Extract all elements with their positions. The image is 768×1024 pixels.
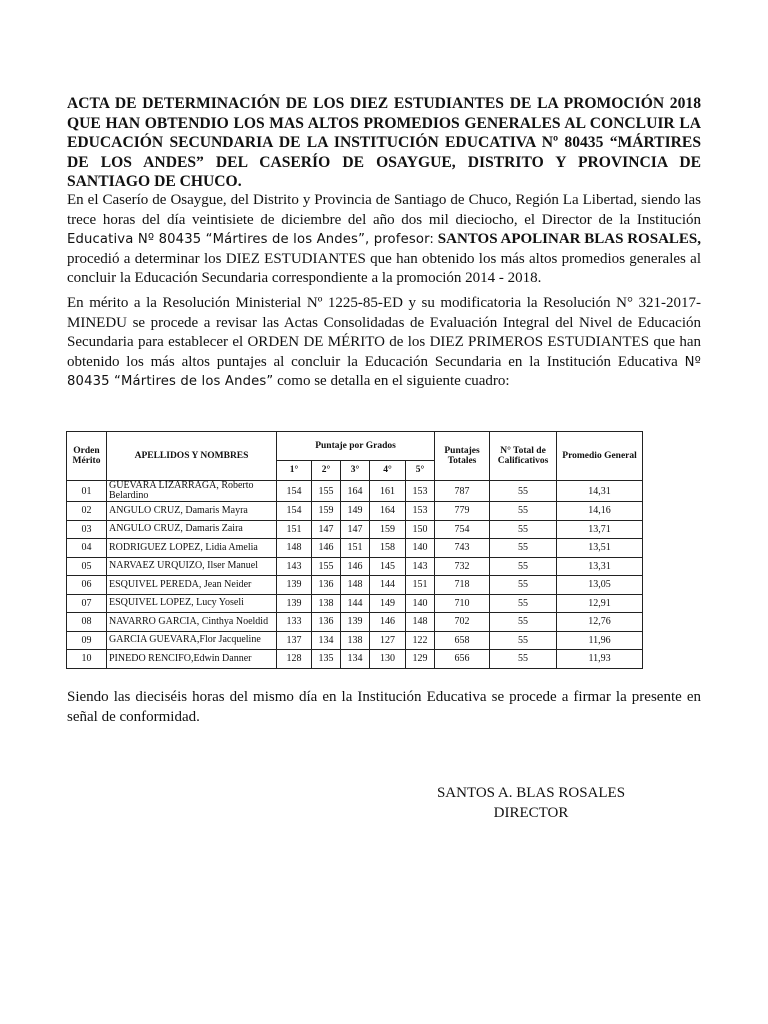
cell-total: 710 <box>435 594 490 613</box>
cell-grade-3: 147 <box>341 520 370 539</box>
cell-grade-5: 122 <box>406 631 435 650</box>
header-count: N° Total de Calificativos <box>490 432 557 481</box>
cell-grade-2: 138 <box>312 594 341 613</box>
cell-total: 658 <box>435 631 490 650</box>
cell-grade-5: 148 <box>406 613 435 632</box>
resolution-text-c: como se detalla en el siguiente cuadro: <box>273 373 510 390</box>
cell-total: 779 <box>435 502 490 521</box>
cell-average: 14,31 <box>557 481 643 502</box>
cell-total: 787 <box>435 481 490 502</box>
cell-grade-4: 127 <box>370 631 406 650</box>
cell-average: 13,51 <box>557 539 643 558</box>
cell-grade-5: 153 <box>406 481 435 502</box>
paragraph-resolution <box>67 294 701 392</box>
cell-grade-3: 146 <box>341 557 370 576</box>
cell-order: 09 <box>67 631 107 650</box>
header-grade-5: 5° <box>406 461 435 481</box>
cell-count: 55 <box>490 613 557 632</box>
cell-total: 754 <box>435 520 490 539</box>
cell-grade-3: 148 <box>341 576 370 595</box>
merit-table <box>66 431 643 669</box>
table-row <box>67 520 643 539</box>
cell-grade-3: 151 <box>341 539 370 558</box>
cell-order: 06 <box>67 576 107 595</box>
table-row <box>67 613 643 632</box>
cell-count: 55 <box>490 502 557 521</box>
cell-grade-2: 134 <box>312 631 341 650</box>
cell-grade-2: 136 <box>312 613 341 632</box>
table-row <box>67 557 643 576</box>
document-title <box>67 94 701 192</box>
cell-average: 14,16 <box>557 502 643 521</box>
header-grade-1: 1° <box>277 461 312 481</box>
header-names: APELLIDOS Y NOMBRES <box>107 432 277 481</box>
signature-name: SANTOS A. BLAS ROSALES <box>436 785 626 801</box>
cell-name: NAVARRO GARCIA, Cinthya Noeldid <box>107 613 277 632</box>
cell-average: 13,71 <box>557 520 643 539</box>
header-order: Orden Mérito <box>67 432 107 481</box>
cell-grade-1: 137 <box>277 631 312 650</box>
cell-count: 55 <box>490 631 557 650</box>
institution-name-inline: Educativa Nº 80435 “Mártires de los Andes”, profesor: <box>67 232 435 248</box>
cell-order: 04 <box>67 539 107 558</box>
cell-grade-2: 146 <box>312 539 341 558</box>
cell-count: 55 <box>490 557 557 576</box>
cell-grade-3: 134 <box>341 650 370 669</box>
cell-order: 08 <box>67 613 107 632</box>
cell-grade-4: 158 <box>370 539 406 558</box>
cell-grade-1: 154 <box>277 481 312 502</box>
header-grade-2: 2° <box>312 461 341 481</box>
cell-average: 11,93 <box>557 650 643 669</box>
institution-name-inline-2: Nº 80435 “Mártires de los Andes” <box>67 354 701 390</box>
header-average: Promedio General <box>557 432 643 481</box>
cell-total: 718 <box>435 576 490 595</box>
cell-grade-3: 149 <box>341 502 370 521</box>
cell-grade-3: 138 <box>341 631 370 650</box>
cell-average: 12,91 <box>557 594 643 613</box>
cell-grade-2: 155 <box>312 557 341 576</box>
title-period: . <box>237 173 242 190</box>
cell-grade-4: 146 <box>370 613 406 632</box>
cell-total: 743 <box>435 539 490 558</box>
cell-total: 732 <box>435 557 490 576</box>
cell-grade-1: 151 <box>277 520 312 539</box>
cell-grade-2: 135 <box>312 650 341 669</box>
table-row <box>67 594 643 613</box>
cell-grade-1: 154 <box>277 502 312 521</box>
cell-order: 10 <box>67 650 107 669</box>
cell-order: 05 <box>67 557 107 576</box>
cell-grade-5: 151 <box>406 576 435 595</box>
header-grade-3: 3° <box>341 461 370 481</box>
cell-total: 702 <box>435 613 490 632</box>
title-text: ACTA DE DETERMINACIÓN DE LOS DIEZ ESTUDIANTES DE LA PROMOCIÓN 2018 QUE HAN OBTENDIO LOS MAS ALTOS PROMEDIOS GENERALES AL CONCLUIR LA EDUCACIÓN SECUNDARIA DE LA INSTITUCIÓN EDUCATIVA Nº 80435 “MÁRTIRES DE LOS ANDES” DEL CASERÍO DE OSAYGUE, DISTRITO Y PROVINCIA DE SANTIAGO DE CHUCO <box>67 95 701 190</box>
cell-count: 55 <box>490 539 557 558</box>
director-name-inline: SANTOS APOLINAR BLAS ROSALES, <box>437 231 702 248</box>
table-row <box>67 539 643 558</box>
cell-grade-1: 148 <box>277 539 312 558</box>
table-row <box>67 631 643 650</box>
cell-grade-4: 159 <box>370 520 406 539</box>
cell-grade-5: 140 <box>406 594 435 613</box>
cell-name: ANGULO CRUZ, Damaris Mayra <box>107 502 277 521</box>
cell-count: 55 <box>490 481 557 502</box>
cell-grade-4: 164 <box>370 502 406 521</box>
cell-grade-1: 139 <box>277 594 312 613</box>
cell-total: 656 <box>435 650 490 669</box>
table-row <box>67 650 643 669</box>
cell-name: ANGULO CRUZ, Damaris Zaira <box>107 520 277 539</box>
closing-paragraph: Siendo las dieciséis horas del mismo día en la Institución Educativa se procede a firmar la presente en señal de conformidad. <box>67 689 701 725</box>
table-row <box>67 576 643 595</box>
cell-grade-2: 159 <box>312 502 341 521</box>
cell-grade-5: 153 <box>406 502 435 521</box>
cell-grade-4: 145 <box>370 557 406 576</box>
resolution-text-a: En mérito a la Resolución Ministerial Nº 1225-85-ED y su modificatoria la Resolución N° 321-2017-MINEDU se procede a revisar las Actas Consolidadas de Evaluación Integral del Nivel de Educación Secundaria para establecer el ORDEN DE MÉRITO de los DIEZ PRIMEROS ESTUDIANTES que han obtenido los más altos puntajes al concluir la Educación Secundaria en la Institución Educativa <box>67 295 701 370</box>
cell-count: 55 <box>490 650 557 669</box>
cell-order: 03 <box>67 520 107 539</box>
signature-block <box>420 783 642 823</box>
cell-count: 55 <box>490 594 557 613</box>
cell-grade-1: 143 <box>277 557 312 576</box>
cell-average: 11,96 <box>557 631 643 650</box>
cell-average: 13,05 <box>557 576 643 595</box>
table-row <box>67 502 643 521</box>
cell-name: ESQUIVEL LOPEZ, Lucy Yoseli <box>107 594 277 613</box>
header-grades-group: Puntaje por Grados <box>277 432 435 461</box>
cell-grade-1: 128 <box>277 650 312 669</box>
cell-name: GUEVARA LIZARRAGA, Roberto Belardino <box>107 481 277 502</box>
cell-name: RODRIGUEZ LOPEZ, Lidia Amelia <box>107 539 277 558</box>
cell-order: 02 <box>67 502 107 521</box>
cell-grade-3: 164 <box>341 481 370 502</box>
table-row <box>67 481 643 502</box>
cell-name: GARCIA GUEVARA,Flor Jacqueline <box>107 631 277 650</box>
cell-name: ESQUIVEL PEREDA, Jean Neider <box>107 576 277 595</box>
cell-grade-1: 133 <box>277 613 312 632</box>
cell-count: 55 <box>490 576 557 595</box>
cell-order: 01 <box>67 481 107 502</box>
cell-grade-5: 129 <box>406 650 435 669</box>
cell-grade-4: 130 <box>370 650 406 669</box>
cell-grade-4: 144 <box>370 576 406 595</box>
cell-grade-5: 150 <box>406 520 435 539</box>
cell-grade-5: 140 <box>406 539 435 558</box>
cell-average: 13,31 <box>557 557 643 576</box>
intro-text-a: En el Caserío de Osaygue, del Distrito y Provincia de Santiago de Chuco, Región La Libertad, siendo las trece horas del día veintisiete de diciembre del año dos mil dieciocho, el Director de la Institución <box>67 192 701 228</box>
cell-grade-2: 155 <box>312 481 341 502</box>
cell-grade-1: 139 <box>277 576 312 595</box>
cell-name: PINEDO RENCIFO,Edwin Danner <box>107 650 277 669</box>
intro-text-c: procedió a determinar los DIEZ ESTUDIANTES que han obtenido los más altos promedios generales al concluir la Educación Secundaria correspondiente a la promoción 2014 - 2018. <box>67 250 701 287</box>
paragraph-intro <box>67 191 701 289</box>
cell-count: 55 <box>490 520 557 539</box>
header-totals: Puntajes Totales <box>435 432 490 481</box>
cell-average: 12,76 <box>557 613 643 632</box>
cell-grade-3: 139 <box>341 613 370 632</box>
cell-grade-2: 147 <box>312 520 341 539</box>
signature-role: DIRECTOR <box>493 805 569 821</box>
cell-name: NARVAEZ URQUIZO, Ilser Manuel <box>107 557 277 576</box>
cell-grade-4: 149 <box>370 594 406 613</box>
cell-grade-5: 143 <box>406 557 435 576</box>
cell-grade-4: 161 <box>370 481 406 502</box>
cell-grade-3: 144 <box>341 594 370 613</box>
cell-grade-2: 136 <box>312 576 341 595</box>
cell-order: 07 <box>67 594 107 613</box>
header-grade-4: 4° <box>370 461 406 481</box>
